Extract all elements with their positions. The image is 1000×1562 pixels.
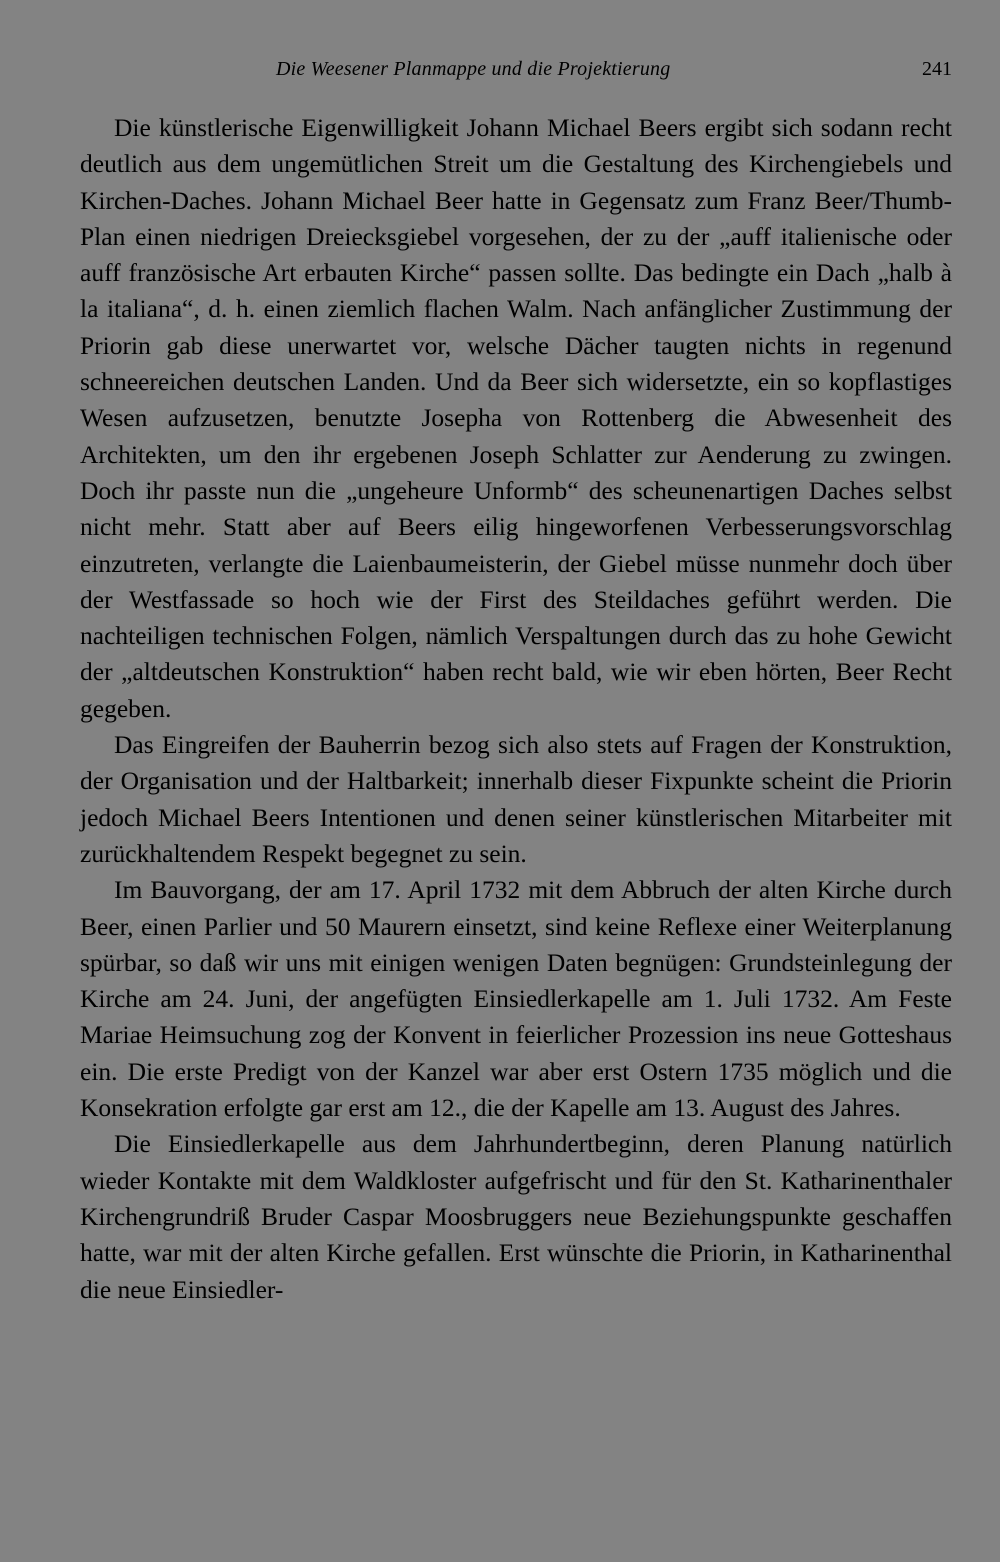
- paragraph: Das Eingreifen der Bauherrin bezog sich also stets auf Fragen der Konstruktion, der Organisation und der Haltbarkeit; innerhalb dieser Fixpunkte scheint die Priorin jedoch Michael Beers Intentionen und denen seiner künstlerischen Mitarbeiter mit zurückhaltendem Respekt begegnet zu sein.: [80, 730, 952, 868]
- paragraph: Im Bauvorgang, der am 17. April 1732 mit dem Abbruch der alten Kirche durch Beer, einen Parlier und 50 Maurern einsetzt, sind keine Reflexe einer Weiterplanung spürbar, so daß wir uns mit einigen wenigen Daten begnügen: Grundsteinlegung der Kirche am 24. Juni, der angefügten Einsiedlerkapelle am 1. Juli 1732. Am Feste Mariae Heimsuchung zog der Konvent in feierlicher Prozession ins neue Gotteshaus ein. Die erste Predigt von der Kanzel war aber erst Ostern 1735 möglich und die Konsekration erfolgte gar erst am 12., die der Kapelle am 13. August des Jahres.: [80, 875, 952, 1123]
- page-number: 241: [922, 58, 952, 80]
- paragraph: Die Einsiedlerkapelle aus dem Jahrhundertbeginn, deren Planung natürlich wieder Kontakte mit dem Waldkloster aufgefrischt und für den St. Katharinenthaler Kirchengrundriß Bruder Caspar Moosbruggers neue Beziehungspunkte geschaffen hatte, war mit der alten Kirche gefallen. Erst wünschte die Priorin, in Katharinenthal die neue Einsiedler-: [80, 1129, 952, 1304]
- paragraph: Die künstlerische Eigenwilligkeit Johann Michael Beers ergibt sich sodann recht deutlich aus dem ungemütlichen Streit um die Gestaltung des Kirchengiebels und Kirchen-Daches. Johann Michael Beer hatte in Gegensatz zum Franz Beer/Thumb-Plan einen niedrigen Dreiecksgiebel vorgesehen, der zu der „auff italienische oder auff französische Art erbauten Kirche“ passen sollte. Das bedingte ein Dach „halb à la italiana“, d. h. einen ziemlich flachen Walm. Nach anfänglicher Zustimmung der Priorin gab diese unerwartet vor, welsche Dächer taugten nichts in regenund schneereichen deutschen Landen. Und da Beer sich widersetzte, ein so kopflastiges Wesen aufzusetzen, benutzte Josepha von Rottenberg die Abwesenheit des Architekten, um den ihr ergebenen Joseph Schlatter zur Aenderung zu zwingen. Doch ihr passte nun die „ungeheure Unformb“ des scheunenartigen Daches selbst nicht mehr. Statt aber auf Beers eilig hingeworfenen Verbesserungsvorschlag einzutreten, verlangte die Laienbaumeisterin, der Giebel müsse nunmehr doch über der Westfassade so hoch wie der First des Steildaches geführt werden. Die nachteiligen technischen Folgen, nämlich Verspaltungen durch das zu hohe Gewicht der „altdeutschen Konstruktion“ haben recht bald, wie wir eben hörten, Beer Recht gegeben.: [80, 113, 952, 723]
- running-head: [80, 58, 952, 92]
- body-text: [80, 110, 952, 1308]
- running-title: Die Weesener Planmappe und die Projektierung: [276, 58, 671, 80]
